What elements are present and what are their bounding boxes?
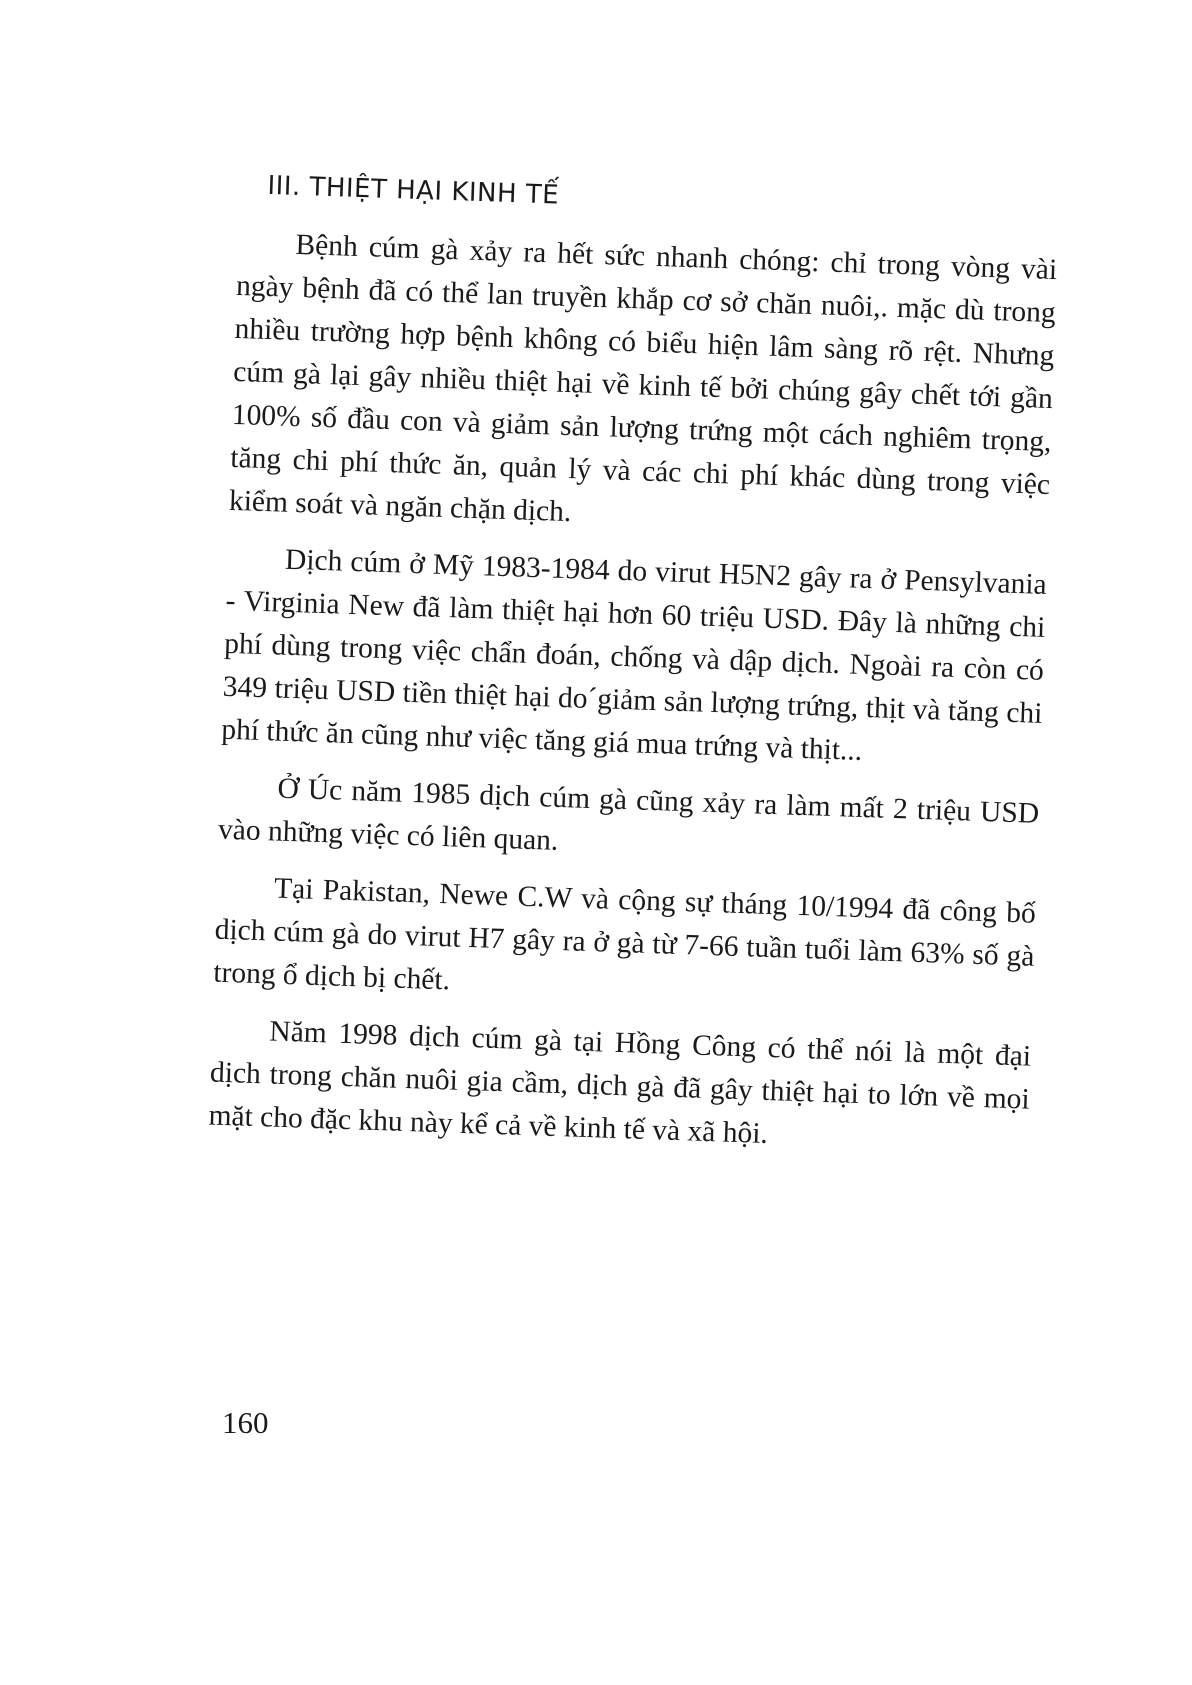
paragraph-1: Bệnh cúm gà xảy ra hết sức nhanh chóng: chỉ trong vòng vài ngày bệnh đã có thể lan truyền khắp cơ sở chăn nuôi,. mặc dù trong nhiều trường hợp bệnh không có biểu hiện lâm sàng rõ rệt. Nhưng cúm gà lại gây nhiều thiệt hại về kinh tế bởi chúng gây chết tới gần 100% số đầu con và giảm sản lượng trứng một cách nghiêm trọng, tăng chi phí thức ăn, quản lý và các chi phí khác dùng trong việc kiểm soát và ngăn chặn dịch. — [228, 228, 1058, 529]
paragraph-5: Năm 1998 dịch cúm gà tại Hồng Công có thể nói là một đại dịch trong chăn nuôi gia cầm, dịch gà đã gây thiệt hại to lớn về mọi mặt cho đặc khu này kể cả về kinh tế và xã hội. — [208, 1015, 1032, 1151]
section-heading: III. THIỆT HẠI KINH TẾ — [266, 170, 560, 211]
paragraph-4: Tại Pakistan, Newe C.W và cộng sự tháng 10/1994 đã công bố dịch cúm gà do virut H7 gây ra ở gà từ 7-66 tuần tuổi làm 63% số gà trong ổ dịch bị chết. — [212, 872, 1037, 997]
paragraph-2: Dịch cúm ở Mỹ 1983-1984 do virut H5N2 gây ra ở Pensylvania - Virginia New đã làm thiệt hại hơn 60 triệu USD. Đây là những chi phí dùng trong việc chẩn đoán, chống và dập dịch. Ngoài ra còn có 349 triệu USD tiền thiệt hại do´giảm sản lượng trứng, thịt và tăng chi phí thức ăn cũng như việc tăng giá mua trứng và thịt... — [220, 543, 1048, 767]
paragraph-3: Ở Úc năm 1985 dịch cúm gà cũng xảy ra làm mất 2 triệu USD vào những việc có liên quan. — [217, 772, 1040, 857]
page-content — [207, 170, 1059, 1179]
page-number: 160 — [222, 1405, 269, 1440]
